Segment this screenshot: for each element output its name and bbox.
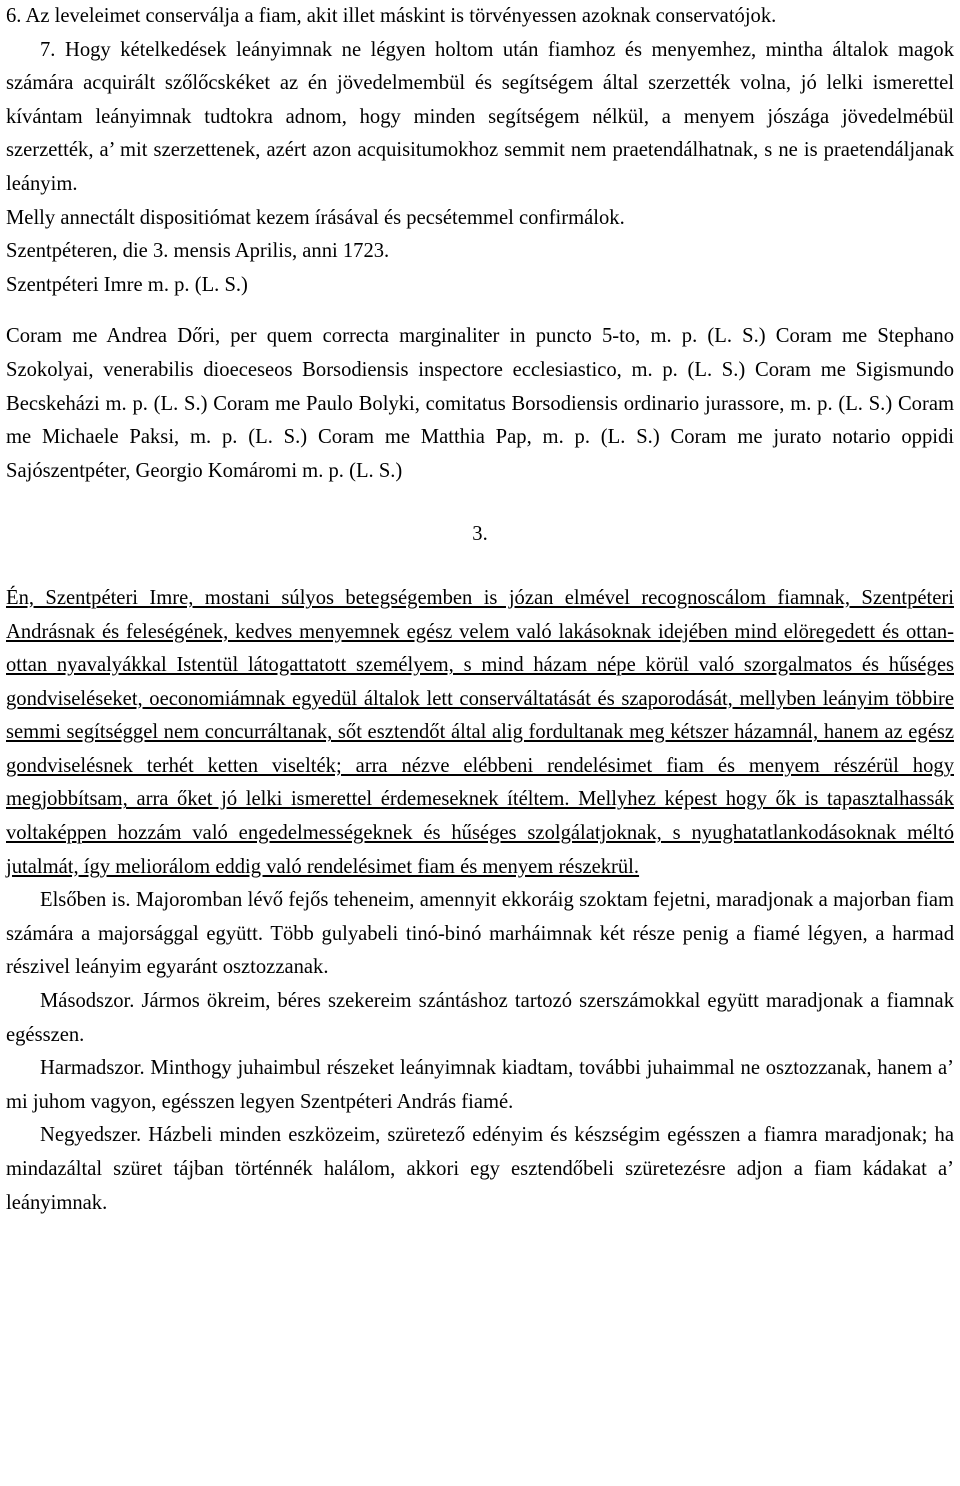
section-intro-paragraph — [6, 582, 954, 884]
witnesses-paragraph: Coram me Andrea Dőri, per quem correcta marginaliter in puncto 5-to, m. p. (L. S.) Coram me Stephano Szokolyai, venerabilis dioeceseos Borsodiensis inspectore ecclesiastico, m. p. (L. S.) Coram me Sigismundo Becskeházi m. p. (L. S.) Coram me Paulo Bolyki, comitatus Borsodiensis ordinario jurassore, m. p. (L. S.) Coram me Michaele Paksi, m. p. (L. S.) Coram me Matthia Pap, m. p. (L. S.) Coram me jurato notario oppidi Sajószentpéter, Georgio Komáromi m. p. (L. S.) — [6, 325, 954, 482]
spacer — [6, 488, 954, 518]
intro-text: Én, Szentpéteri Imre, mostani súlyos betegségemben is józan elmével recognoscálom fiamnak, Szentpéteri Andrásnak és feleségének, kedves menyemnek egész velem való lakásoknak idejében mind elöregedett és ottan-ottan nyavalyákkal Istentül látogattatott személyem, s mind házam népe körül való szorgalmatos és hűséges gondviseléseket, oeconomiámnak egyedül általok lett conserváltatását és szaporodását, mellyben leányim többire semmi segítséggel nem concurráltanak, sőt esztendőt által alig fordultanak meg kétszer házamnál, hanem az egész gondviselésnek terhét ketten viselték; arra nézve elébbeni rendelésimet fiam és menyem részérül hogy megjobbítsam, arra őket jó lelki ismerettel érdemeseknek ítéltem. Mellyhez képest hogy ők is tapasztalhassák voltaképpen hozzám való engedelmességeknek és hűséges szolgálatjoknak, s nyughatatlankodásoknak méltó jutalmát, így meliorálom eddig való rendelésimet fiam és menyem részekrül. — [6, 586, 954, 878]
paragraph-third: Harmadszor. Minthogy juhaimbul részeket leányimnak kiadtam, további juhaimmal ne osztozzanak, hanem a’ mi juhom vagyon, egésszen legyen Szentpéteri András fiamé. — [6, 1057, 954, 1113]
spacer — [6, 302, 954, 320]
paragraph-item-6: 6. Az leveleimet conserválja a fiam, akit illet máskint is törvényessen azoknak conservatójok. — [6, 5, 777, 27]
paragraph-item-7: 7. Hogy kételkedések leányimnak ne légyen holtom után fiamhoz és menyemhez, mintha általok magok számára acquirált szőlőcskéket az én jövedelmembül és segítségem által szerzették volna, jó lelki ismerettel kívántam leányimnak tudtokra adnom, hogy minden segítségem nélkül, a menyem jószága jövedelmébül szerzették, a’ mit szerzettenek, azért azon acquisitumokhoz semmit nem praetendálhatnak, s ne is praetendáljanak leányim. — [6, 38, 954, 195]
confirmation-line: Melly annectált dispositiómat kezem írásával és pecsétemmel confirmálok. — [6, 206, 625, 229]
spacer — [6, 552, 954, 582]
document-page — [6, 0, 954, 1220]
paragraph-fourth: Negyedszer. Házbeli minden eszközeim, szüretező edényim és készségim egésszen a fiamra maradjonak; ha mindazáltal szüret tájban történnék halálom, akkori egy esztendőbeli szüretezésre adjon a fiam kádakat a’ leányimnak. — [6, 1124, 954, 1214]
signature-line: Szentpéteri Imre m. p. (L. S.) — [6, 273, 248, 296]
paragraph-first: Elsőben is. Majoromban lévő fejős teheneim, amennyit ekkoráig szoktam fejetni, maradjonak a majorban fiam számára a majorsággal együtt. Több gulyabeli tinó-binó marháimnak két része penig a fiamé légyen, a harmad részivel leányim egyaránt osztozzanak. — [6, 889, 954, 979]
paragraph-second: Másodszor. Jármos ökreim, béres szekereim szántáshoz tartozó szerszámokkal együtt maradjonak a fiamnak egésszen. — [6, 990, 954, 1046]
place-date-line: Szentpéteren, die 3. mensis Aprilis, anni 1723. — [6, 240, 390, 263]
section-number: 3. — [472, 523, 488, 546]
